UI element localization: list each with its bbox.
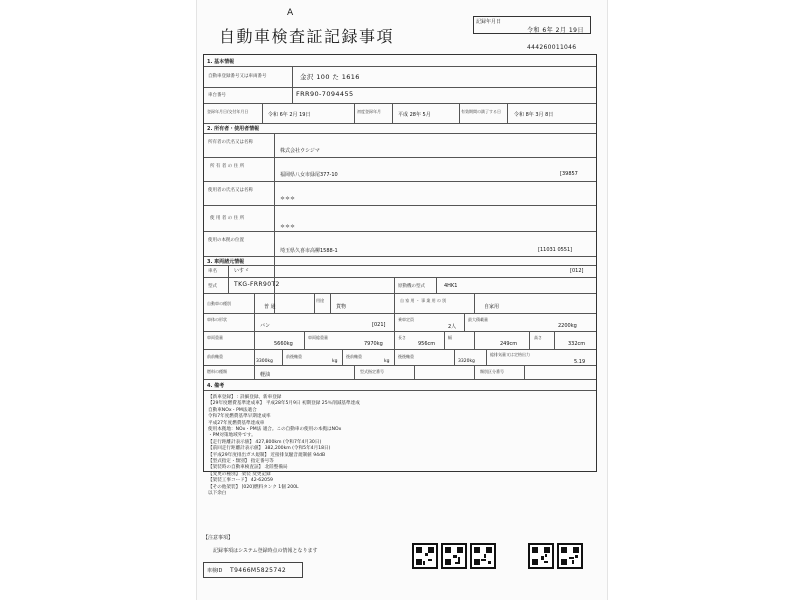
notice-heading: 【注意事項】 <box>203 535 234 541</box>
remark-line: 【架装工事コード】 42-62059 <box>208 478 273 484</box>
base-location-code: [11031 0551] <box>538 247 573 253</box>
capacity-label: 乗車定員 <box>398 317 414 322</box>
remarks-list <box>208 395 468 498</box>
owner-address-value: 福岡県八女市緑尾377-10 <box>280 172 338 178</box>
displacement-value: 5.19 <box>574 359 586 365</box>
remark-line: 【架装時の自動車検査証】 北陸整備局 <box>208 465 288 471</box>
document-mark: A <box>287 8 294 18</box>
remark-line: 【前回走行距離計表示値】 382,200km (令和5年4月18日) <box>208 446 331 452</box>
business-type-value: 自家用 <box>484 304 500 310</box>
length-value: 956cm <box>418 341 436 347</box>
record-date-label: 記録年月日 <box>476 19 502 25</box>
remark-line: 使用本拠地：NOx・PM法 適合。この自動車の使用の本拠はNOx <box>208 427 342 433</box>
gross-weight-value: 7970kg <box>364 341 383 347</box>
notice-text: 記録事項はシステム登録時点の情報となります <box>213 548 318 554</box>
remark-line: 【平成29年度排出ガス規制】 近接排気騒音規制値 94dB <box>208 452 326 458</box>
qr-code-3 <box>470 543 496 569</box>
base-location-value: 埼玉県久喜市高柳1588-1 <box>280 248 338 254</box>
maker-value: いすゞ <box>234 268 250 274</box>
registration-number-label: 自動車登録番号又は車両番号 <box>208 74 267 79</box>
section-owner-heading: 2. 所有者・使用者情報 <box>207 126 260 132</box>
document-number: 444260011046 <box>527 44 577 51</box>
body-shape-value: バン <box>260 323 271 329</box>
registration-date-value: 令和 6年 2月 19日 <box>268 112 311 118</box>
fuel-type-label: 燃料の種類 <box>207 369 227 374</box>
remark-line: 【29年度燃費基準達成車】 平成28年5月9日 初期登録 25％削減基準達成 <box>208 401 360 407</box>
remark-line: ・PM対策地域外です。 <box>208 433 256 439</box>
qr-code-4 <box>528 543 554 569</box>
maker-code: [012] <box>570 268 584 274</box>
user-name-value: ＊＊＊ <box>280 196 296 202</box>
remark-line: 【その他架装】 [020]燃料タンク 1個 200L <box>208 484 299 490</box>
rear-front-axle-value: kg <box>384 359 390 364</box>
business-type-label: 自 家 用 ・ 事 業 用 の 別 <box>400 298 447 303</box>
user-name-label: 使用者の氏名又は名称 <box>208 188 253 193</box>
gross-weight-label: 車両総重量 <box>308 335 328 340</box>
max-load-value: 2200kg <box>558 323 577 329</box>
fuel-type-value: 軽油 <box>260 372 271 378</box>
section-remarks-heading: 4. 備考 <box>207 383 225 389</box>
inspection-id-value: T9466M5825742 <box>230 567 287 574</box>
expiry-date-value: 令和 8年 3月 8日 <box>514 112 554 118</box>
body-shape-code: [021] <box>372 322 386 328</box>
remark-line: 自動車NOx・PM法適合 <box>208 407 257 413</box>
user-address-value: ＊＊＊ <box>280 224 296 230</box>
owner-address-label: 所 有 者 の 住 所 <box>210 164 245 169</box>
expiry-date-label: 有効期間の満了する日 <box>461 109 501 114</box>
displacement-label: 総排気量又は定格出力 <box>490 352 530 357</box>
document-title: 自動車検査証記録事項 <box>219 27 395 46</box>
body-shape-label: 車体の形状 <box>207 317 227 322</box>
rear-front-axle-label: 後前軸重 <box>346 354 362 359</box>
length-label: 長さ <box>398 335 406 340</box>
engine-model-label: 原動機の型式 <box>398 284 425 289</box>
front-rear-axle-label: 前後軸重 <box>286 354 302 359</box>
user-address-label: 使 用 者 の 住 所 <box>210 216 245 221</box>
section-basic-heading: 1. 基本情報 <box>207 59 235 65</box>
model-value: TKG-FRR90T2 <box>234 281 280 288</box>
owner-address-code: [39857 <box>560 171 578 177</box>
maker-label: 車名 <box>208 269 217 274</box>
document-page <box>196 0 608 600</box>
front-axle-label: 前前軸重 <box>207 354 223 359</box>
rear-axle-value: 3320kg <box>458 359 475 364</box>
inspection-id-label: 車検ID <box>207 568 223 574</box>
remark-line: 平成27年度燃費基準達成車 <box>208 420 265 426</box>
remark-line: 【変更の種別】 架装 変更記録 <box>208 471 271 477</box>
remark-line: 【新車登録】 : 詳細登録、新車登録 <box>208 395 282 400</box>
class-number-label: 類別区分番号 <box>480 369 504 374</box>
capacity-value: 2人 <box>448 324 457 330</box>
width-label: 幅 <box>448 335 452 340</box>
use-value: 貨物 <box>336 304 347 310</box>
first-registration-label: 初度登録年月 <box>357 109 381 114</box>
remark-line: 【走行距離計表示値】 427,800km (令和7年4月30日) <box>208 439 322 445</box>
vehicle-weight-label: 車両重量 <box>207 335 223 340</box>
chassis-number-value: FRR90-7094455 <box>296 90 354 98</box>
remark-line: 以下余白 <box>208 491 227 497</box>
owner-name-value: 株式会社ウシジマ <box>280 148 320 154</box>
rear-axle-label: 後後軸重 <box>398 354 414 359</box>
qr-code-1 <box>412 543 438 569</box>
registration-number-value: 金沢 100 た 1616 <box>300 73 360 81</box>
model-label: 型式 <box>208 284 217 289</box>
registration-date-label: 登録年月日/交付年月日 <box>207 109 249 114</box>
record-form <box>203 54 597 497</box>
qr-code-2 <box>441 543 467 569</box>
chassis-number-label: 車台番号 <box>208 93 226 98</box>
vehicle-kind-label: 自動車の種別 <box>207 301 231 306</box>
section-vehicle-heading: 3. 車両諸元情報 <box>207 259 245 265</box>
remark-line: 【型式指定・類別】 指定番号等 <box>208 459 274 465</box>
owner-name-label: 所有者の氏名又は名称 <box>208 140 253 145</box>
base-location-label: 使用の本拠の位置 <box>208 238 244 243</box>
width-value: 249cm <box>500 341 518 347</box>
vehicle-kind-value: 普 通 <box>264 304 276 310</box>
use-label: 用途 <box>316 298 324 303</box>
height-label: 高さ <box>534 335 542 340</box>
record-date-value: 令和 6年 2月 19日 <box>527 27 584 34</box>
qr-code-5 <box>557 543 583 569</box>
record-date-box <box>473 16 591 34</box>
height-value: 332cm <box>568 341 586 347</box>
vehicle-weight-value: 5660kg <box>274 341 293 347</box>
remark-line: 令和7年度燃費基準早期達成率 <box>208 414 271 420</box>
max-load-label: 最大積載量 <box>468 317 488 322</box>
inspection-id-box <box>203 562 303 578</box>
front-rear-axle-value: kg <box>332 359 338 364</box>
engine-model-value: 4HK1 <box>444 283 458 289</box>
first-registration-value: 平成 28年 5月 <box>398 112 431 118</box>
type-approval-label: 型式指定番号 <box>360 369 384 374</box>
front-axle-value: 3300kg <box>256 359 273 364</box>
